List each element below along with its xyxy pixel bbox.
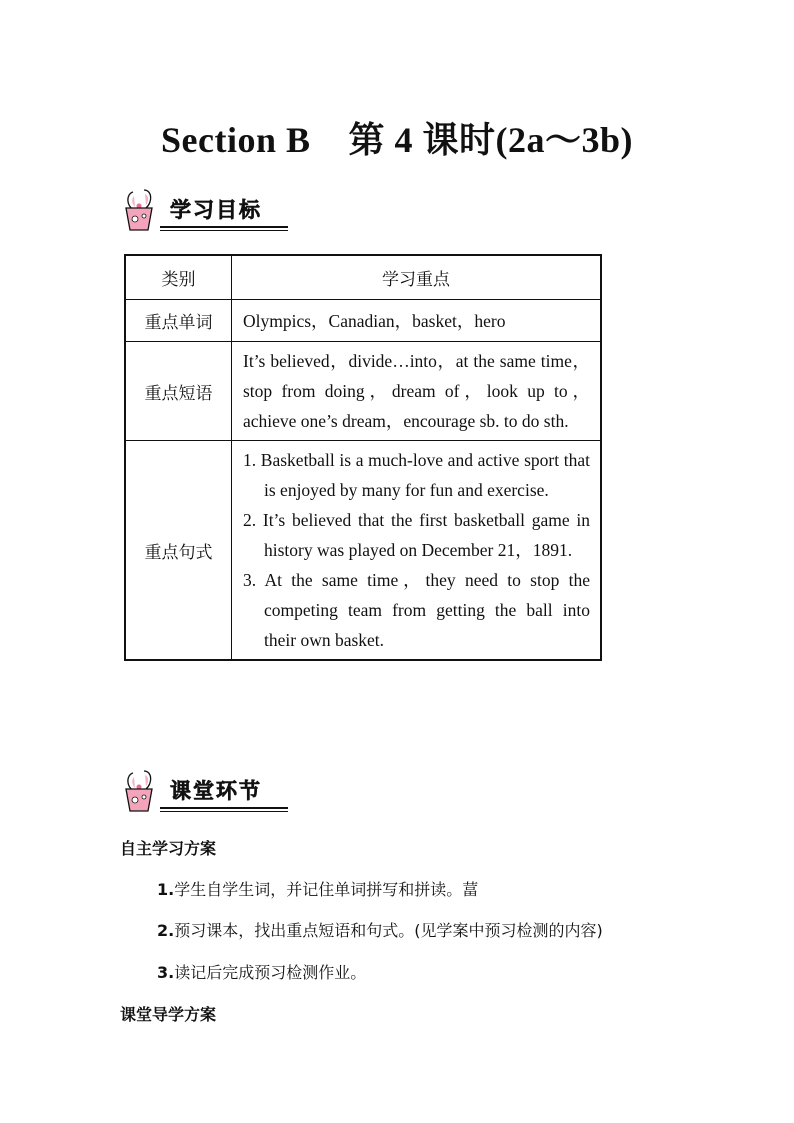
item-text: 学生自学生词，并记住单词拼写和拼读。葍 bbox=[174, 880, 479, 899]
table-header-row bbox=[125, 255, 601, 300]
self-study-item bbox=[157, 877, 478, 900]
title-section: Section B bbox=[160, 120, 311, 160]
key-sentences bbox=[232, 441, 602, 661]
sentence-item: 1. Basketball is a much-love and active sport that is enjoyed by many for fun and exercise. bbox=[243, 450, 590, 500]
table-row-words bbox=[125, 300, 601, 342]
sentence-item: 2. It’s believed that the first basketball game in history was played on December 21，1891. bbox=[243, 510, 590, 560]
item-number: 2. bbox=[157, 921, 175, 940]
sentence-item: 3. At the same time，they need to stop the competing team from getting the ball into their own basket. bbox=[243, 570, 590, 650]
self-study-heading: 自主学习方案 bbox=[120, 839, 217, 858]
key-phrases: It’s believed，divide…into，at the same time，stop from doing，dream of，look up to，achieve one’s dream，encourage sb. to do sth. bbox=[232, 342, 602, 441]
page-title bbox=[0, 112, 794, 163]
badge-underline-thin bbox=[160, 230, 288, 231]
learning-goals-table bbox=[124, 254, 602, 661]
key-words: Olympics，Canadian，basket，hero bbox=[232, 300, 602, 342]
badge-underline-thin bbox=[160, 811, 288, 812]
category-words: 重点单词 bbox=[125, 300, 232, 342]
class-steps-label: 课堂环节 bbox=[170, 779, 262, 803]
item-number: 1. bbox=[157, 880, 175, 899]
item-number: 3. bbox=[157, 963, 175, 982]
table-row-phrases bbox=[125, 342, 601, 441]
guided-study-heading: 课堂导学方案 bbox=[120, 1005, 217, 1024]
self-study-item bbox=[157, 960, 366, 983]
item-text: 读记后完成预习检测作业。 bbox=[174, 963, 367, 982]
header-category: 类别 bbox=[125, 255, 232, 300]
category-phrases: 重点短语 bbox=[125, 342, 232, 441]
category-sentences: 重点句式 bbox=[125, 441, 232, 661]
badge-underline bbox=[160, 226, 288, 228]
learning-goals-badge bbox=[120, 188, 292, 234]
class-steps-badge bbox=[120, 769, 292, 815]
item-text: 预习课本，找出重点短语和句式。(见学案中预习检测的内容) bbox=[174, 921, 603, 940]
title-lesson: 第 4 课时(2a～3b) bbox=[348, 120, 633, 160]
learning-goals-label: 学习目标 bbox=[170, 198, 262, 222]
header-focus: 学习重点 bbox=[232, 255, 602, 300]
self-study-item bbox=[157, 918, 603, 941]
table-row-sentences bbox=[125, 441, 601, 661]
badge-underline bbox=[160, 807, 288, 809]
